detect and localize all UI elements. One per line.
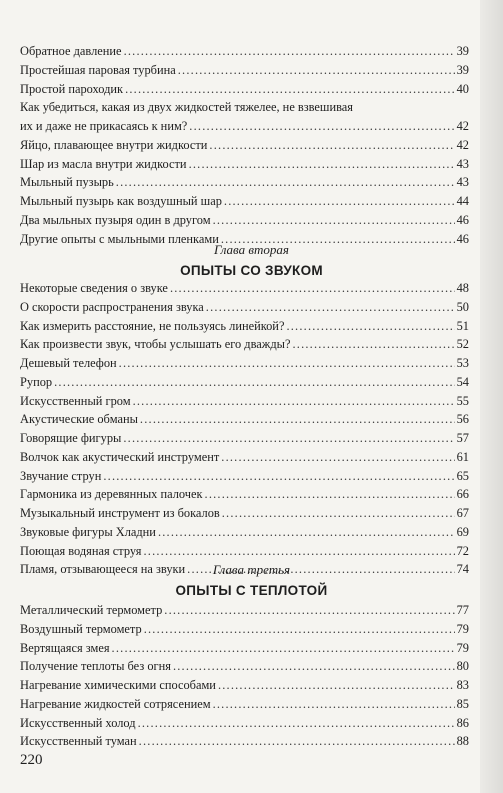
toc-entry-title: Поющая водяная струя	[20, 543, 142, 558]
toc-entry	[20, 639, 469, 658]
dot-leader	[158, 523, 455, 542]
toc-entry-title: Говорящие фигуры	[20, 431, 122, 445]
dot-leader	[54, 373, 455, 392]
toc-entry-page: 53	[456, 356, 469, 370]
page-edge-shadow	[480, 0, 503, 793]
toc-entry-page: 57	[456, 431, 469, 445]
toc-entry-title: Мыльный пузырь как воздушный шар	[20, 194, 222, 208]
toc-entry	[20, 192, 469, 211]
dot-leader	[170, 279, 455, 298]
toc-entry	[20, 136, 469, 155]
toc-entry-page: 42	[456, 119, 469, 133]
toc-entry-page: 86	[456, 715, 469, 730]
dot-leader	[221, 448, 454, 467]
toc-entry	[20, 620, 469, 639]
dot-leader	[173, 657, 455, 676]
toc-entry-title: Мыльный пузырь	[20, 175, 114, 190]
toc-entry-title: Получение теплоты без огня	[20, 659, 171, 674]
toc-entry-page: 56	[456, 412, 469, 427]
toc-entry-page: 50	[456, 299, 469, 314]
toc-entry-title: О скорости распространения звука	[20, 299, 204, 314]
toc-entry-page: 48	[456, 281, 469, 295]
dot-leader	[209, 136, 454, 155]
toc-entry	[20, 61, 469, 80]
toc-entry	[20, 335, 469, 354]
dot-leader	[138, 714, 455, 733]
toc-entry-title-line: Как убедиться, какая из двух жидкостей тяжелее, не взвешивая	[20, 100, 353, 115]
toc-section-3	[20, 601, 469, 751]
dot-leader	[189, 155, 455, 174]
toc-entry	[20, 714, 469, 733]
toc-entry-title: Обратное давление	[20, 44, 122, 58]
toc-entry-page: 42	[456, 137, 469, 152]
toc-entry	[20, 695, 469, 714]
toc-entry-page: 51	[456, 318, 469, 333]
toc-entry-title: Два мыльных пузыря один в другом	[20, 212, 211, 227]
dot-leader	[123, 429, 454, 448]
toc-entry-title: их и даже не прикасаясь к ним?	[20, 119, 188, 133]
toc-entry-title: Другие опыты с мыльными пленками	[20, 231, 219, 246]
toc-section-1	[20, 42, 469, 248]
toc-entry-page: 43	[456, 175, 469, 190]
dot-leader	[112, 639, 455, 658]
toc-entry-title: Искусственный туман	[20, 734, 137, 749]
toc-entry-page: 79	[456, 640, 469, 655]
dot-leader	[189, 117, 454, 136]
chapter-2-title: ОПЫТЫ СО ЗВУКОМ	[180, 263, 323, 278]
toc-entry	[20, 42, 469, 61]
toc-entry-title: Искусственный гром	[20, 393, 131, 408]
toc-entry	[20, 485, 469, 504]
dot-leader	[139, 732, 455, 751]
dot-leader	[213, 211, 455, 230]
toc-entry-page: 43	[456, 156, 469, 171]
toc-entry-page: 54	[456, 374, 469, 389]
dot-leader	[124, 42, 455, 61]
dot-leader	[119, 354, 455, 373]
dot-leader	[222, 504, 455, 523]
dot-leader	[213, 695, 455, 714]
toc-entry	[20, 429, 469, 448]
toc-entry-page: 52	[456, 337, 469, 352]
toc-entry-page: 66	[456, 487, 469, 502]
toc-entry	[20, 354, 469, 373]
dot-leader	[144, 620, 455, 639]
chapter-3-title: ОПЫТЫ С ТЕПЛОТОЙ	[175, 583, 328, 598]
toc-entry	[20, 117, 469, 136]
toc-entry	[20, 80, 469, 99]
toc-entry-title: Звучание струн	[20, 468, 102, 483]
chapter-3-label: Глава третья	[212, 562, 291, 577]
toc-entry	[20, 410, 469, 429]
toc-entry-title: Как произвести звук, чтобы услышать его дважды?	[20, 337, 291, 352]
toc-entry-page: 46	[456, 212, 469, 227]
toc-entry-page: 80	[456, 659, 469, 674]
toc-entry	[20, 676, 469, 695]
dot-leader	[116, 173, 455, 192]
toc-entry	[20, 173, 469, 192]
dot-leader	[164, 601, 454, 620]
page-number: 220	[20, 752, 43, 768]
toc-entry	[20, 523, 469, 542]
toc-entry-page: 39	[456, 44, 469, 58]
dot-leader	[286, 317, 454, 336]
toc-entry-page: 46	[456, 231, 469, 246]
toc-entry	[20, 448, 469, 467]
toc-entry-title: Волчок как акустический инструмент	[20, 449, 220, 464]
toc-entry-page: 40	[456, 81, 469, 96]
toc-entry	[20, 373, 469, 392]
toc-entry-title: Нагревание химическими способами	[20, 678, 216, 692]
toc-entry	[20, 298, 469, 317]
toc-entry-title: Звуковые фигуры Хладни	[20, 524, 156, 539]
toc-entry-page: 65	[456, 468, 469, 483]
toc-entry	[20, 542, 469, 561]
toc-entry-title: Гармоника из деревянных палочек	[20, 487, 203, 502]
toc-entry-title: Пламя, отзывающееся на звуки	[20, 562, 186, 577]
toc-entry	[20, 317, 469, 336]
toc-entry-page: 85	[456, 696, 469, 711]
toc-entry	[20, 211, 469, 230]
dot-leader	[292, 335, 454, 354]
toc-entry-title: Простейшая паровая турбина	[20, 62, 176, 77]
toc-entry-page: 61	[456, 449, 469, 464]
toc-section-2	[20, 279, 469, 579]
toc-entry-title: Музыкальный инструмент из бокалов	[20, 506, 220, 520]
toc-entry	[20, 657, 469, 676]
dot-leader	[103, 467, 454, 486]
toc-entry-page: 79	[456, 621, 469, 636]
toc-entry-title: Дешевый телефон	[20, 356, 117, 370]
dot-leader	[143, 542, 454, 561]
toc-entry-title: Вертящаяся змея	[20, 640, 110, 655]
toc-entry	[20, 504, 469, 523]
toc-entry-title: Некоторые сведения о звуке	[20, 281, 168, 295]
dot-leader	[125, 80, 455, 99]
dot-leader	[205, 485, 455, 504]
toc-entry-title: Воздушный термометр	[20, 621, 142, 636]
toc-entry-title: Искусственный холод	[20, 715, 136, 730]
toc-entry-title: Шар из масла внутри жидкости	[20, 156, 187, 171]
toc-entry-page: 67	[456, 506, 469, 520]
toc-entry-title: Как измерить расстояние, не пользуясь линейкой?	[20, 318, 285, 333]
toc-entry-title: Яйцо, плавающее внутри жидкости	[20, 137, 208, 152]
dot-leader	[178, 61, 455, 80]
dot-leader	[133, 392, 455, 411]
toc-entry-title: Акустические обманы	[20, 412, 138, 427]
toc-entry-title: Металлический термометр	[20, 603, 163, 617]
toc-entry-page: 44	[456, 194, 469, 208]
toc-entry-title: Нагревание жидкостей сотрясением	[20, 696, 211, 711]
toc-entry-page: 83	[456, 678, 469, 692]
chapter-2-label: Глава вторая	[214, 242, 289, 257]
toc-entry-page: 88	[456, 734, 469, 749]
toc-entry-page: 77	[456, 603, 469, 617]
dot-leader	[224, 192, 455, 211]
toc-entry	[20, 155, 469, 174]
dot-leader	[218, 676, 455, 695]
toc-entry-page: 72	[456, 543, 469, 558]
toc-entry-page: 74	[456, 562, 469, 577]
dot-leader	[140, 410, 455, 429]
toc-entry	[20, 732, 469, 751]
toc-entry-page: 55	[456, 393, 469, 408]
toc-entry-page: 69	[456, 524, 469, 539]
toc-entry	[20, 279, 469, 298]
toc-entry-title: Простой пароходик	[20, 81, 124, 96]
toc-entry-page: 39	[456, 62, 469, 77]
toc-entry-title: Рупор	[20, 374, 53, 389]
toc-entry	[20, 392, 469, 411]
toc-entry	[20, 467, 469, 486]
dot-leader	[206, 298, 455, 317]
toc-entry	[20, 601, 469, 620]
